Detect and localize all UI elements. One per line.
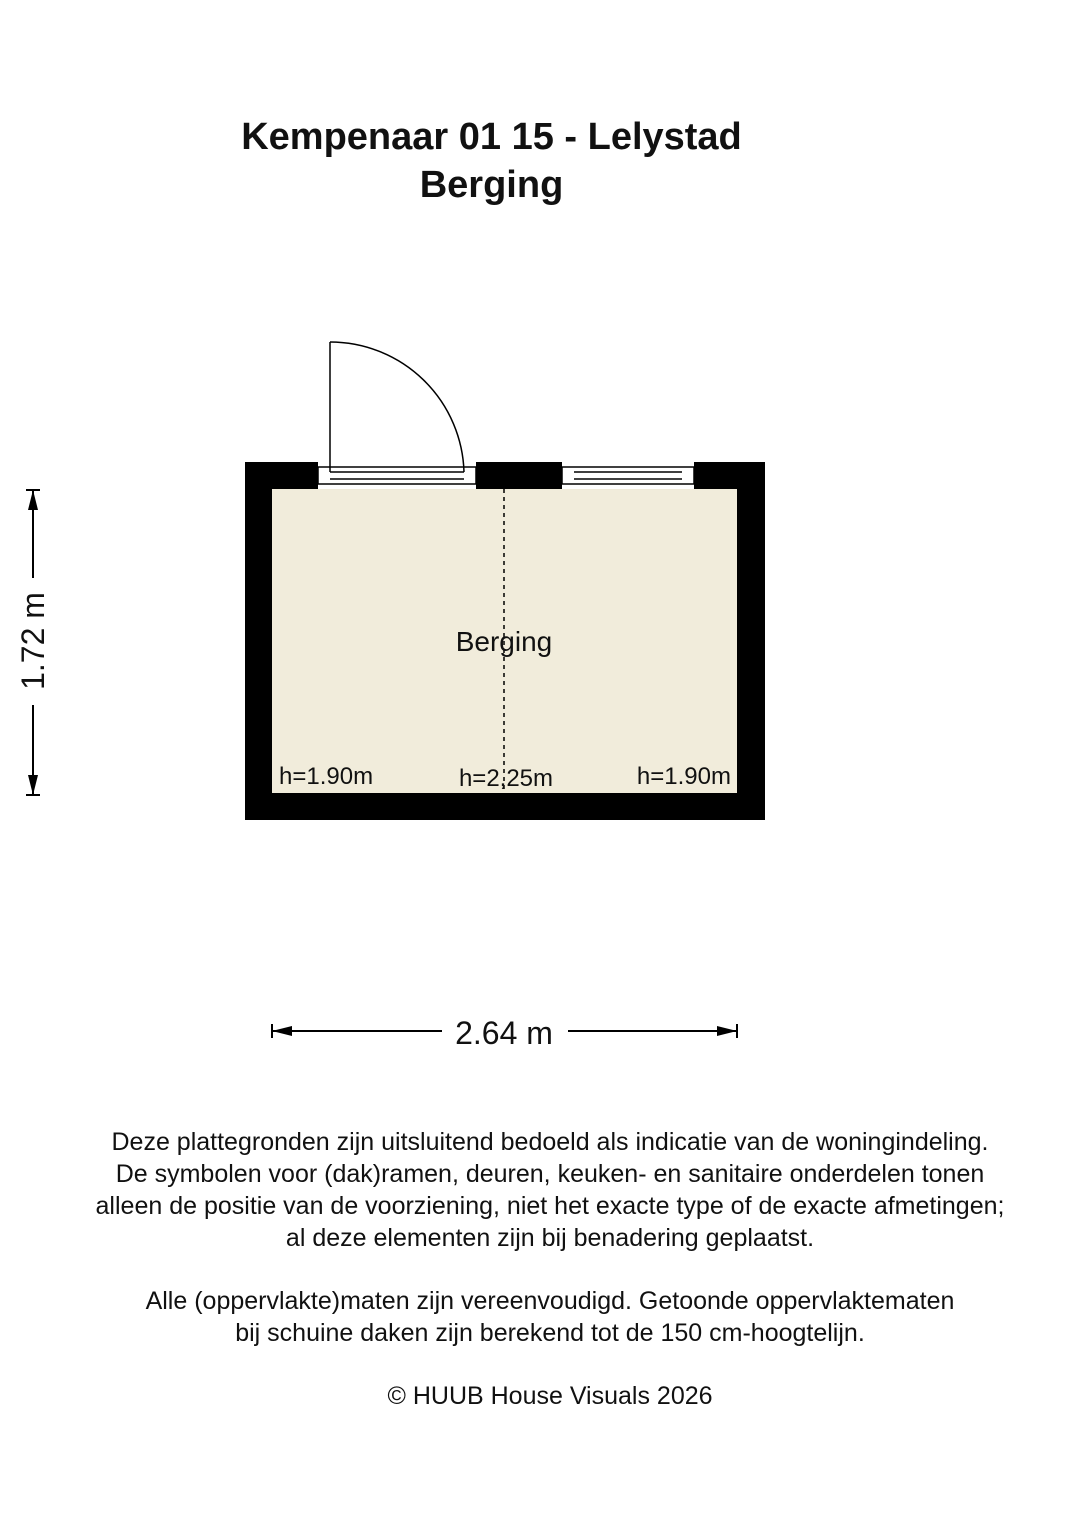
disclaimer-line: Deze plattegronden zijn uitsluitend bedoeld als indicatie van de woningindeling. xyxy=(111,1128,989,1156)
disclaimer-line: Alle (oppervlakte)maten zijn vereenvoudigd. Getoonde oppervlaktematen xyxy=(145,1287,955,1315)
height-label-center: h=2,25m xyxy=(458,765,554,792)
room-label: Berging xyxy=(455,626,553,657)
disclaimer-block-2 xyxy=(20,1285,1080,1349)
copyright: © HUUB House Visuals 2026 xyxy=(387,1382,713,1410)
height-label-left: h=1.90m xyxy=(279,763,374,790)
disclaimer-block-1 xyxy=(20,1126,1080,1254)
height-label-right: h=1.90m xyxy=(636,763,731,790)
disclaimer-line: al deze elementen zijn bij benadering geplaatst. xyxy=(285,1224,815,1252)
door-swing xyxy=(330,342,464,472)
disclaimer-line: alleen de positie van de voorziening, niet het exacte type of de exacte afmetingen; xyxy=(95,1192,1005,1220)
height-dimension-label: 1.72 m xyxy=(15,592,51,690)
floor-title: Berging xyxy=(419,164,564,206)
door-opening xyxy=(318,462,476,489)
width-dimension-label: 2.64 m xyxy=(455,1015,553,1051)
disclaimer-line: bij schuine daken zijn berekend tot de 150 cm-hoogtelijn. xyxy=(235,1319,865,1347)
address-title: Kempenaar 01 15 - Lelystad xyxy=(241,116,742,158)
window-opening xyxy=(562,462,694,489)
disclaimer-line: De symbolen voor (dak)ramen, deuren, keuken- en sanitaire onderdelen tonen xyxy=(115,1160,985,1188)
